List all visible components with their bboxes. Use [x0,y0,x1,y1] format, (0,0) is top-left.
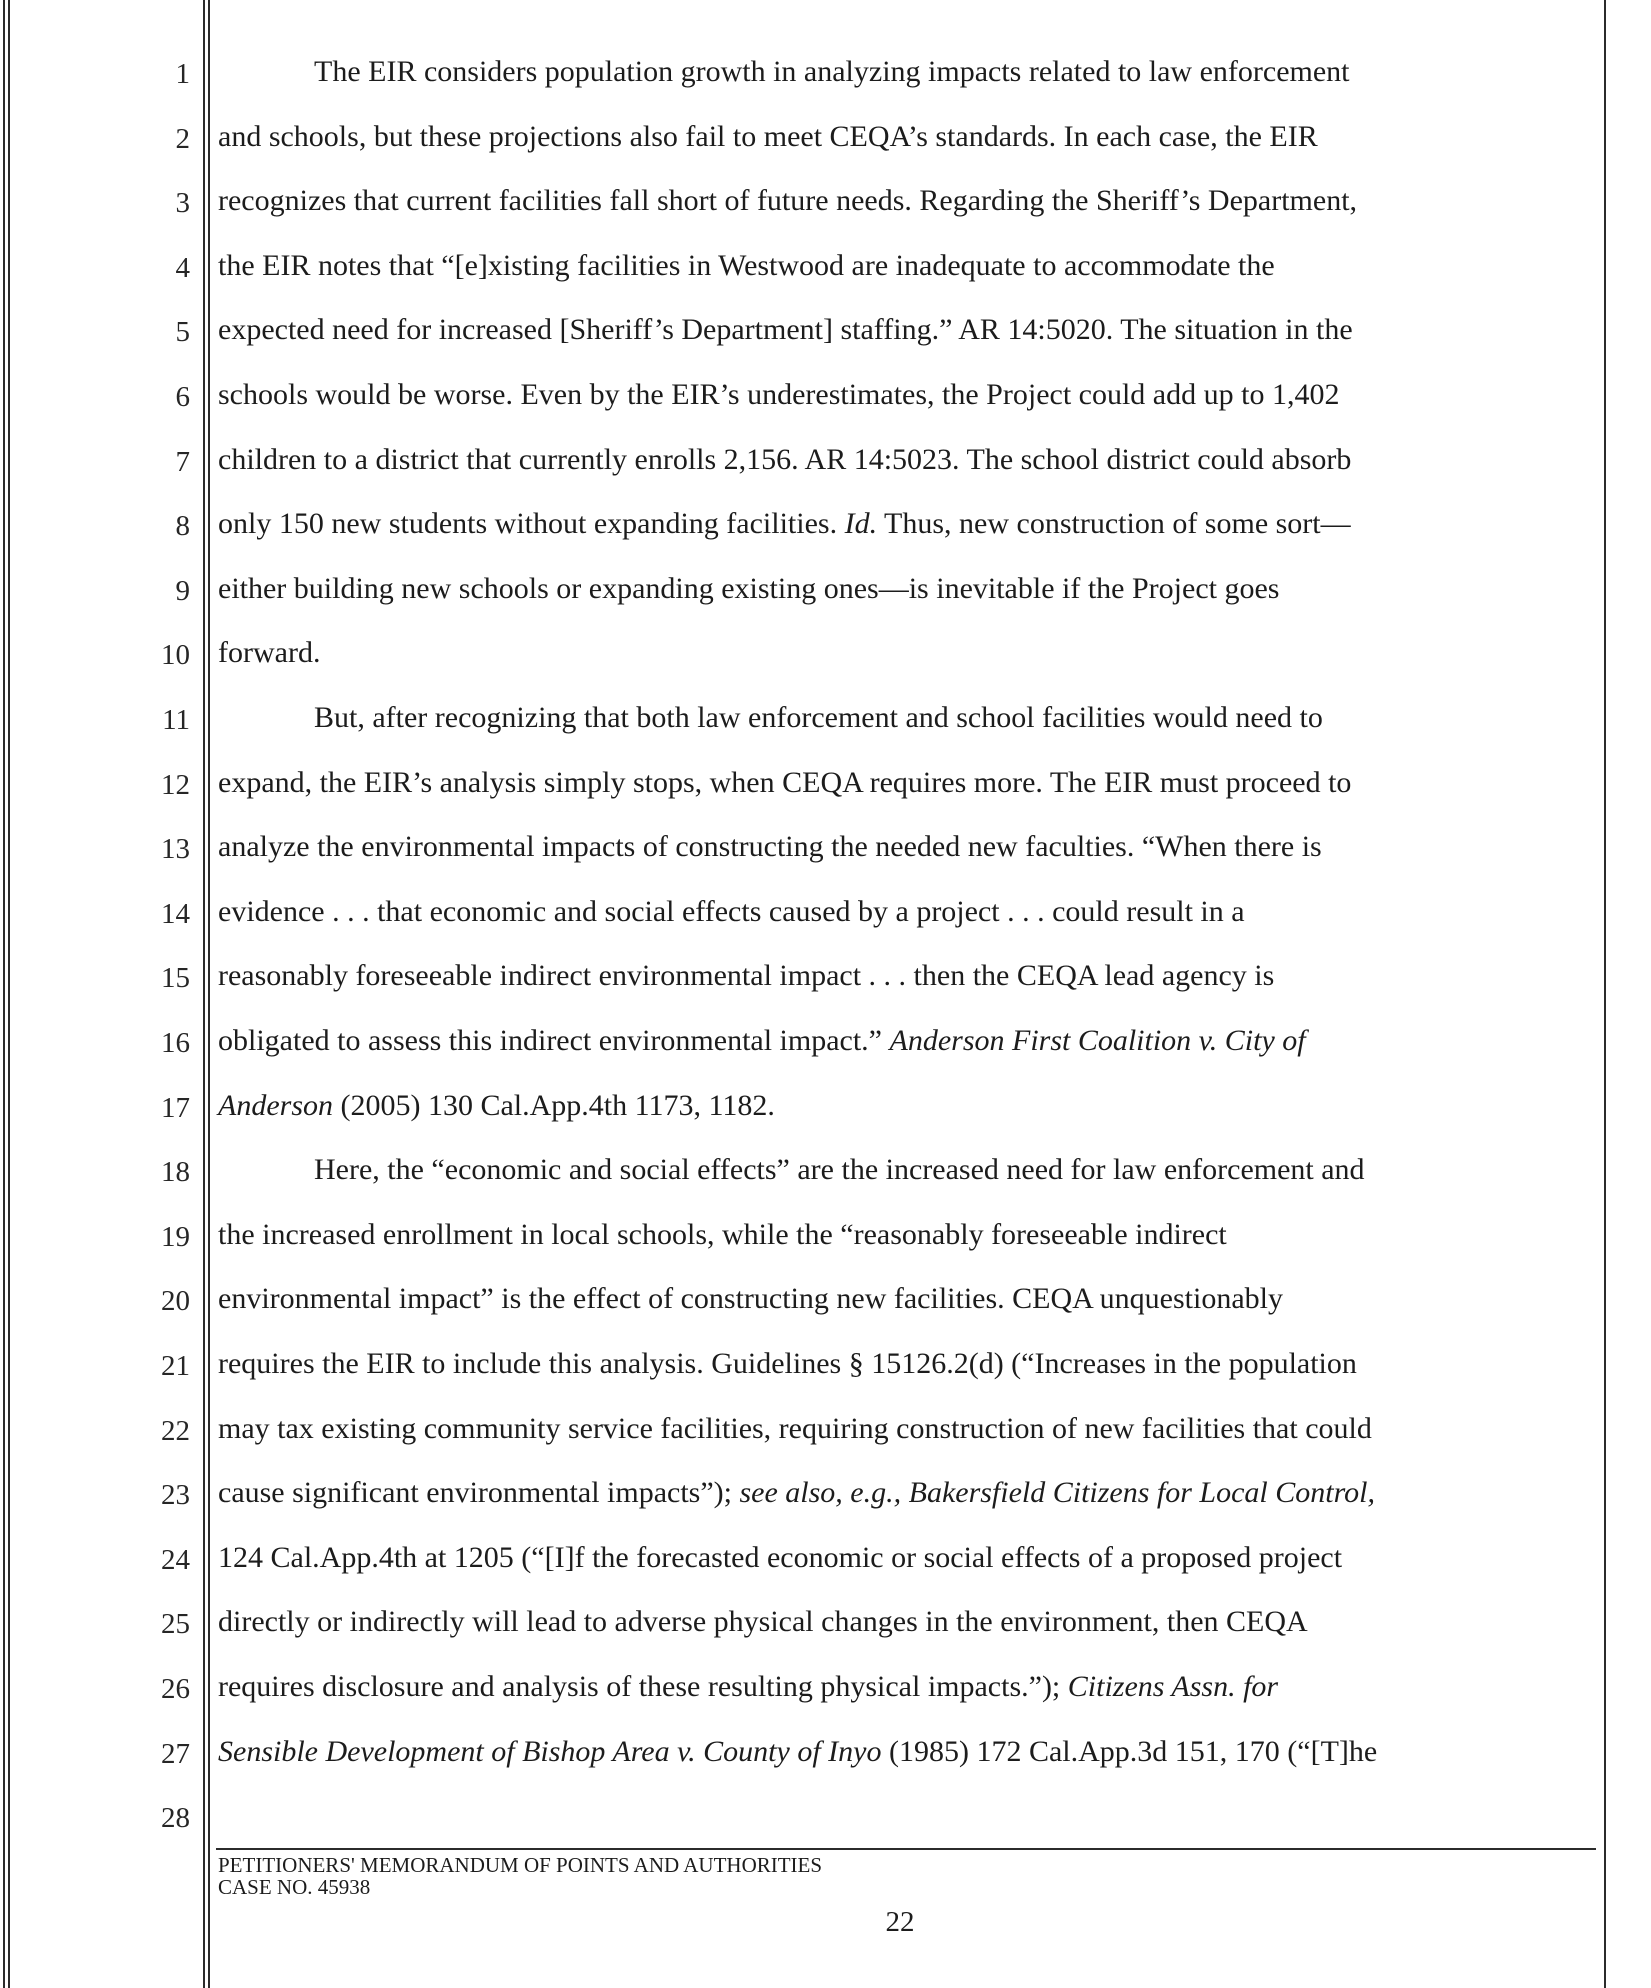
right-margin-rule [1604,0,1606,1988]
line-number: 6 [175,381,190,413]
text-line [218,895,1588,929]
text-line [218,1735,1588,1769]
line-number: 20 [161,1285,190,1318]
text-line [218,1476,1588,1510]
text-line [218,636,1588,670]
text-run: (2005) 130 Cal.App.4th 1173, 1182. [333,1088,775,1122]
citation-italic: Anderson [218,1088,333,1122]
text-run: children to a district that currently enrolls 2,156. AR 14:5023. The school district could absorb [218,442,1352,476]
line-number: 12 [161,768,190,801]
line-number-rule [208,0,210,1988]
text-line [218,120,1588,154]
text-line [218,1024,1588,1058]
line-number: 17 [161,1091,190,1124]
line-number: 28 [161,1802,190,1835]
line-number: 8 [175,510,190,543]
footer-case-number: CASE NO. 45938 [218,1875,371,1899]
text-line [218,830,1588,864]
text-run: directly or indirectly will lead to adverse physical changes in the environment, then CEQA [218,1605,1308,1639]
line-number: 26 [161,1673,190,1705]
text-run: forward. [218,636,321,670]
citation-italic: Anderson First Coalition v. City of [889,1024,1306,1057]
line-number: 4 [175,251,190,284]
text-run: reasonably foreseeable indirect environmental impact . . . then the CEQA lead agency is [218,959,1275,993]
line-number: 3 [175,187,190,220]
text-line [218,1412,1588,1446]
text-run: schools would be worse. Even by the EIR’s underestimates, the Project could add up to 1,402 [218,378,1340,411]
citation-italic: Citizens Assn. for [1067,1670,1279,1703]
footer-title: PETITIONERS' MEMORANDUM OF POINTS AND AUTHORITIES [218,1853,823,1877]
text-run: expected need for increased [Sheriff’s Department] staffing.” AR 14:5020. The situation in the [218,313,1353,347]
text-run: But, after recognizing that both law enforcement and school facilities would need to [314,701,1323,734]
line-number: 23 [161,1479,190,1512]
text-line [218,1347,1588,1381]
text-line [314,55,1651,89]
line-number: 13 [161,833,190,866]
text-run: the EIR notes that “[e]xisting facilities in Westwood are inadequate to accommodate the [218,248,1275,282]
line-number: 27 [161,1737,190,1770]
line-number: 16 [161,1027,190,1059]
text-line [218,1605,1588,1639]
text-line [218,1282,1588,1316]
text-run: may tax existing community service facilities, requiring construction of new facilities that could [218,1411,1372,1445]
text-run: expand, the EIR’s analysis simply stops, when CEQA requires more. The EIR must proceed to [218,765,1352,799]
text-run: 124 Cal.App.4th at 1205 (“[I]f the forecasted economic or social effects of a proposed project [218,1540,1343,1574]
line-number: 15 [161,962,190,995]
citation-italic: see also, e.g., Bakersfield Citizens for Local Control, [739,1476,1376,1510]
line-number: 1 [175,58,190,90]
text-run: Thus, new construction of some sort— [877,507,1351,541]
line-number: 5 [175,316,190,349]
line-number: 11 [162,704,190,736]
text-line [218,507,1588,541]
line-number: 19 [161,1220,190,1253]
citation-italic: Id. [844,507,878,541]
line-number: 21 [161,1350,190,1382]
text-run: only 150 new students without expanding facilities. [218,507,845,541]
text-line [218,184,1588,218]
text-line [218,1670,1588,1704]
text-line [218,766,1588,800]
text-line [218,313,1588,347]
text-run: requires the EIR to include this analysis. Guidelines § 15126.2(d) (“Increases in the population [218,1347,1357,1380]
line-number: 25 [161,1608,190,1641]
text-line [218,1541,1588,1575]
text-line [218,1218,1588,1252]
line-number: 14 [161,897,190,930]
line-number-rule [203,0,205,1988]
text-run: and schools, but these projections also fail to meet CEQA’s standards. In each case, the EIR [218,119,1318,153]
line-number: 2 [175,122,190,155]
text-line [314,1153,1651,1187]
line-number: 18 [161,1156,190,1189]
line-number: 24 [161,1543,190,1576]
text-line [218,959,1588,993]
text-run: (1985) 172 Cal.App.3d 151, 170 (“[T]he [881,1734,1378,1768]
text-run: The EIR considers population growth in analyzing impacts related to law enforcement [314,55,1350,88]
text-line [218,572,1588,606]
text-run: requires disclosure and analysis of these resulting physical impacts.”); [218,1670,1068,1703]
line-number: 10 [161,639,190,672]
text-line [218,378,1588,412]
text-run: environmental impact” is the effect of constructing new facilities. CEQA unquestionably [218,1282,1283,1316]
citation-italic: Sensible Development of Bishop Area v. County of Inyo [218,1734,882,1768]
page-number: 22 [885,1906,915,1938]
text-line [218,443,1588,477]
text-run: evidence . . . that economic and social effects caused by a project . . . could result in a [218,894,1245,928]
line-number: 9 [175,574,190,607]
line-number: 22 [161,1414,190,1447]
text-run: cause significant environmental impacts”); [218,1476,740,1510]
footer-rule [216,1848,1596,1850]
text-line [218,249,1588,283]
text-line [314,701,1651,735]
text-run: Here, the “economic and social effects” are the increased need for law enforcement and [314,1153,1365,1187]
text-run: obligated to assess this indirect environmental impact.” [218,1024,890,1057]
line-number: 7 [175,445,190,478]
text-run: recognizes that current facilities fall short of future needs. Regarding the Sheriff’s Department, [218,184,1358,218]
text-line [218,1089,1588,1123]
text-run: either building new schools or expanding existing ones—is inevitable if the Project goes [218,571,1280,605]
text-run: the increased enrollment in local schools, while the “reasonably foreseeable indirect [218,1217,1227,1251]
text-run: analyze the environmental impacts of constructing the needed new faculties. “When there is [218,830,1322,864]
